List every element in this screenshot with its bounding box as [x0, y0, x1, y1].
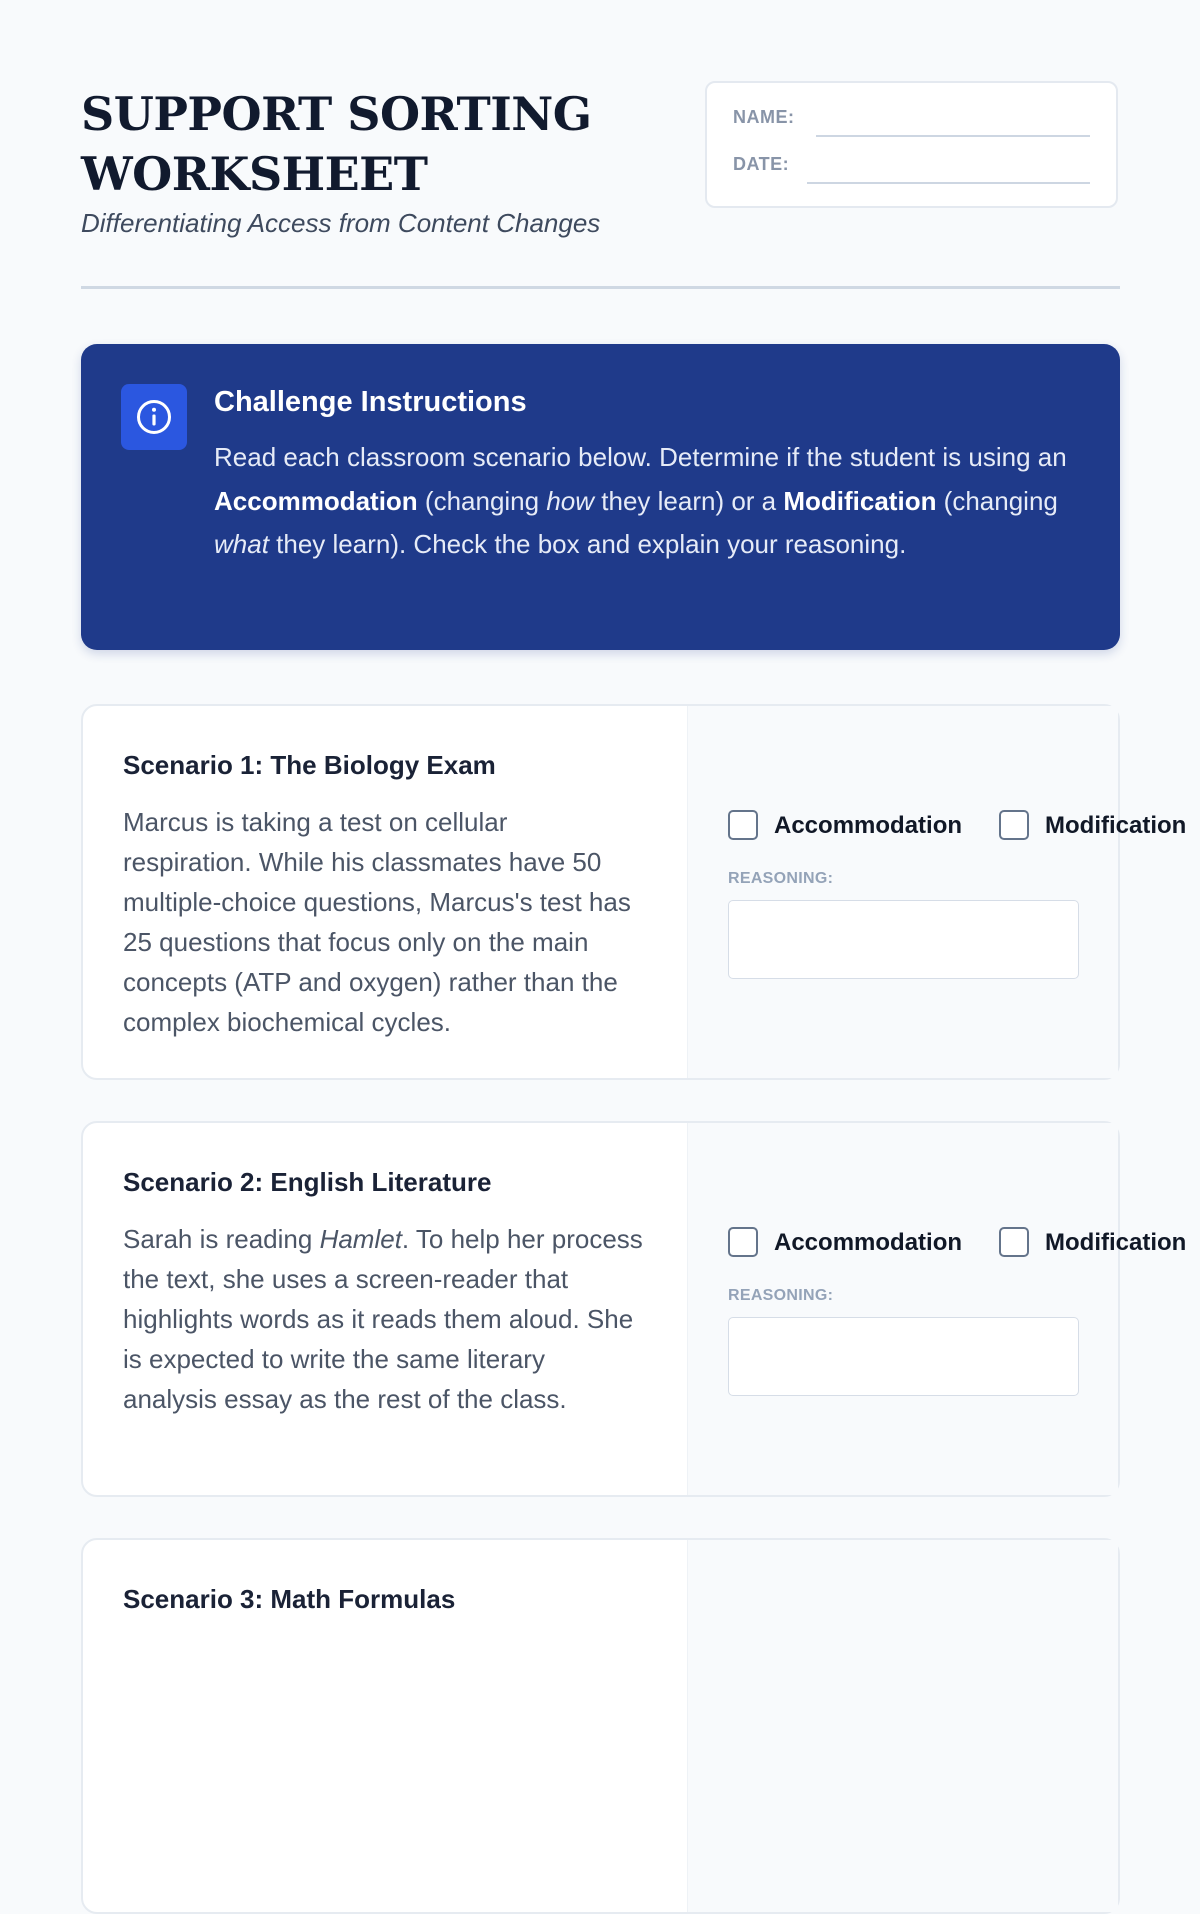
- date-field-row: [733, 154, 1090, 184]
- scenario-2-reasoning-label: REASONING:: [728, 1287, 834, 1304]
- date-label: DATE:: [733, 154, 790, 174]
- title-line-1: SUPPORT SORTING: [81, 87, 592, 141]
- scenario-card-2: [81, 1121, 1187, 1497]
- scenario-2-accommodation-label: Accommodation: [774, 1229, 963, 1256]
- accommodation-term: Accommodation: [214, 485, 418, 516]
- scenario-3-answer-panel: [687, 1540, 1118, 1912]
- scenario-1-reasoning-label: REASONING:: [728, 870, 834, 887]
- modification-term: Modification: [783, 485, 937, 516]
- header-divider: [81, 286, 1120, 289]
- worksheet-header: [81, 80, 1120, 288]
- instructions-title: Challenge Instructions: [214, 386, 527, 418]
- name-field[interactable]: [816, 135, 1090, 137]
- scenario-card-3: [81, 1538, 1120, 1914]
- page-subtitle: Differentiating Access from Content Changes: [81, 208, 601, 238]
- scenario-1-accommodation-checkbox[interactable]: [728, 810, 758, 840]
- scenario-card-1: [81, 704, 1187, 1080]
- scenario-2-accommodation-checkbox[interactable]: [728, 1227, 758, 1257]
- scenario-3-title: Scenario 3: Math Formulas: [123, 1584, 456, 1614]
- scenario-1-description: [83, 706, 687, 1078]
- scenario-1-accommodation-label: Accommodation: [774, 812, 963, 839]
- name-date-box: [705, 81, 1118, 208]
- date-field[interactable]: [807, 182, 1090, 184]
- scenario-2-title: Scenario 2: English Literature: [123, 1167, 492, 1197]
- scenario-1-modification-checkbox[interactable]: [999, 810, 1029, 840]
- scenario-3-description: [83, 1540, 687, 1912]
- name-label: NAME:: [733, 107, 795, 127]
- scenario-1-modification-label: Modification: [1045, 812, 1187, 839]
- scenario-1-answer-panel: [687, 706, 1187, 1078]
- instructions-text: Read each classroom scenario below. Determine if the student is using an Accommodation (changing how they learn) or a Modification (changing what they learn). Check the box and explain your reasoning.: [214, 442, 1067, 559]
- scenario-2-modification-label: Modification: [1045, 1229, 1187, 1256]
- info-circle-icon: [121, 384, 187, 450]
- name-field-row: [733, 107, 1090, 137]
- title-line-2: WORKSHEET: [81, 147, 428, 201]
- scenario-1-body: Marcus is taking a test on cellular respiration. While his classmates have 50 multiple-choice questions, Marcus's test has 25 questions that focus only on the main concepts (ATP and oxygen) rather than the complex biochemical cycles.: [123, 807, 631, 1037]
- scenario-2-answer-panel: [687, 1123, 1187, 1495]
- scenario-1-title: Scenario 1: The Biology Exam: [123, 750, 496, 780]
- instructions-panel: [81, 344, 1120, 650]
- scenario-1-reasoning-input[interactable]: [728, 900, 1079, 979]
- scenario-2-body: Sarah is reading Hamlet. To help her process the text, she uses a screen-reader that highlights words as it reads them aloud. She is expected to write the same literary analysis essay as the rest of the class.: [123, 1224, 643, 1414]
- scenario-2-reasoning-input[interactable]: [728, 1317, 1079, 1396]
- scenario-2-modification-checkbox[interactable]: [999, 1227, 1029, 1257]
- scenario-2-description: [83, 1123, 687, 1495]
- page-title: [81, 84, 681, 204]
